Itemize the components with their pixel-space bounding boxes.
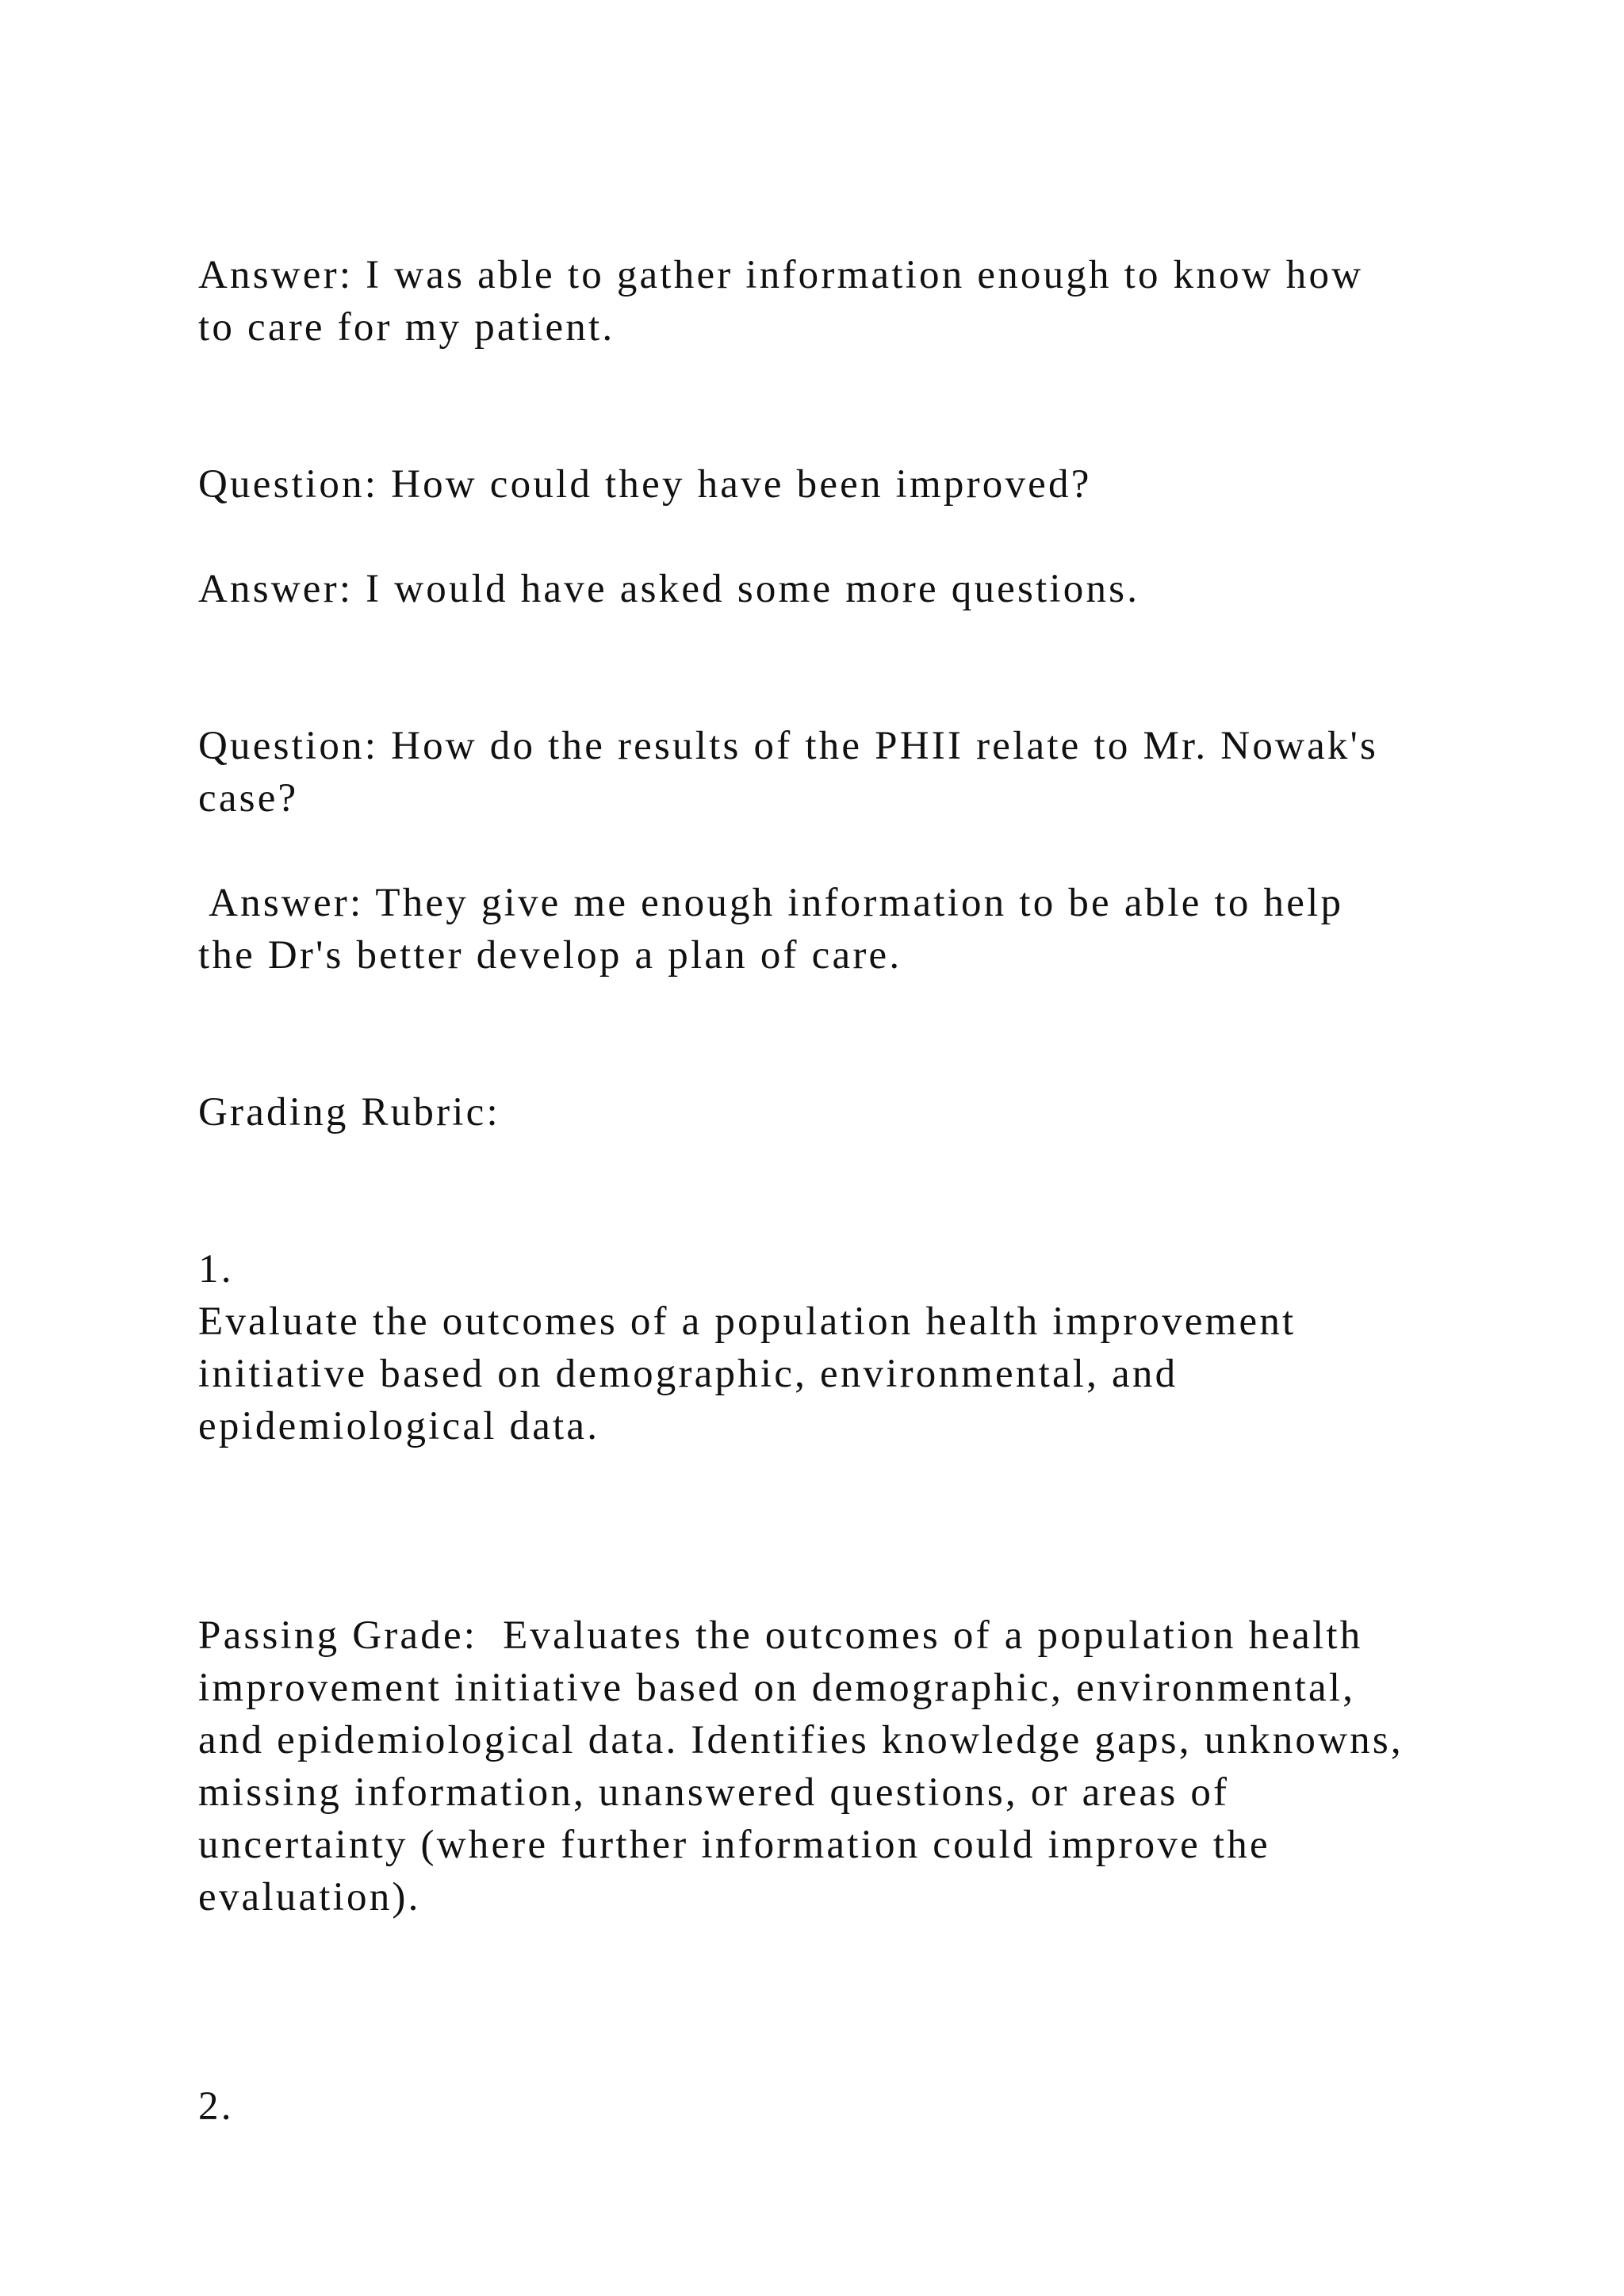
answer-2: Answer: I would have asked some more questions.	[198, 567, 1140, 611]
passing-grade-line-5: uncertainty (where further information could improve the	[198, 1823, 1270, 1867]
criterion-1-number: 1.	[198, 1247, 234, 1292]
passing-grade-line-2: improvement initiative based on demographic, environmental,	[198, 1666, 1356, 1710]
passing-grade-line-4: missing information, unanswered questions, or areas of	[198, 1770, 1230, 1815]
passing-grade-line-1: Passing Grade: Evaluates the outcomes of a population health	[198, 1613, 1363, 1658]
question-3-line-2: case?	[198, 776, 299, 821]
passing-grade-line-6: evaluation).	[198, 1875, 421, 1919]
answer-3-line-2: the Dr's better develop a plan of care.	[198, 933, 902, 978]
criterion-2-number: 2.	[198, 2084, 234, 2129]
answer-1-line-1: Answer: I was able to gather information enough to know how	[198, 253, 1364, 297]
criterion-1-line-2: initiative based on demographic, environmental, and	[198, 1352, 1178, 1396]
answer-1-line-2: to care for my patient.	[198, 305, 615, 350]
rubric-heading: Grading Rubric:	[198, 1090, 500, 1135]
answer-3-line-1: Answer: They give me enough information to be able to help	[198, 881, 1344, 925]
question-3-line-1: Question: How do the results of the PHII relate to Mr. Nowak's	[198, 724, 1379, 768]
passing-grade-line-3: and epidemiological data. Identifies knowledge gaps, unknowns,	[198, 1718, 1404, 1762]
criterion-1-line-1: Evaluate the outcomes of a population health improvement	[198, 1299, 1297, 1344]
criterion-1-line-3: epidemiological data.	[198, 1404, 600, 1448]
question-2: Question: How could they have been improved?	[198, 462, 1092, 507]
